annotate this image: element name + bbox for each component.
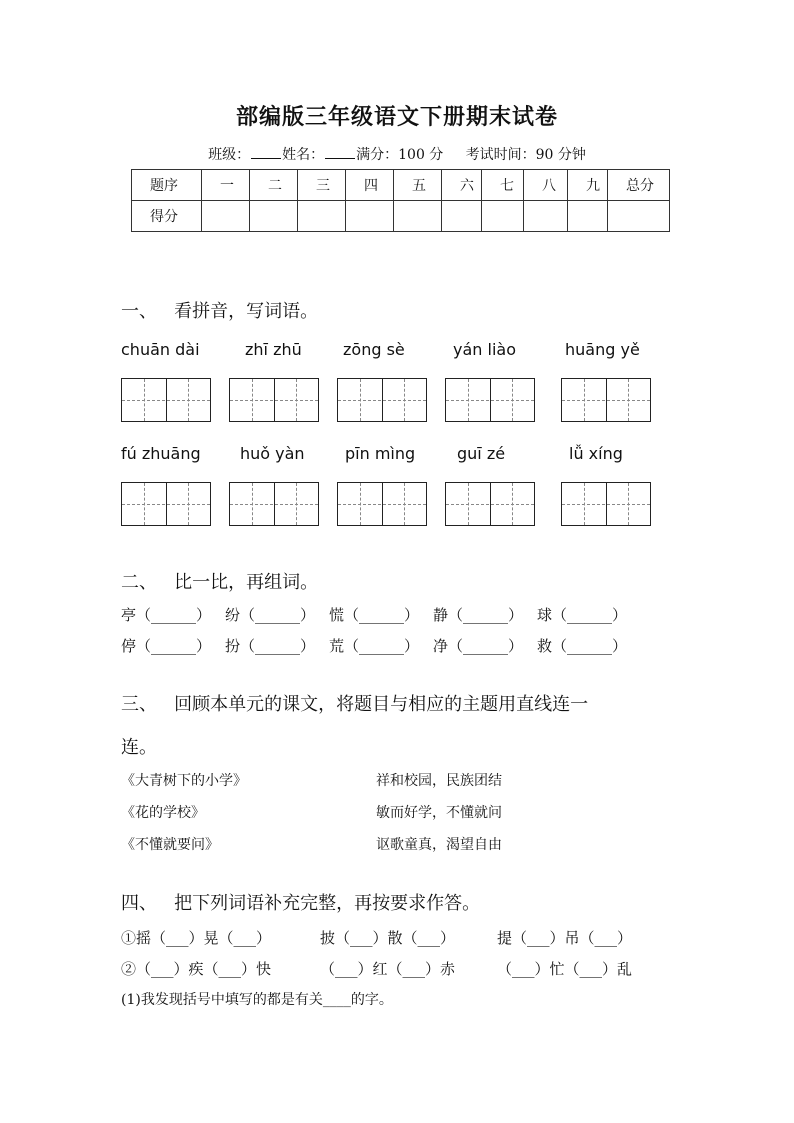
compare-item[interactable]: 净（______）: [433, 637, 524, 655]
section-title: 把下列词语补充完整，再按要求作答。: [174, 893, 481, 914]
row-label: 得分: [132, 201, 202, 232]
pinyin: guī zé: [457, 444, 506, 463]
compare-item[interactable]: 纷（______）: [225, 606, 316, 624]
header-cell: 四: [346, 170, 394, 201]
section-4-heading: [121, 889, 480, 915]
exam-info: [0, 144, 794, 164]
writing-grid[interactable]: [445, 378, 535, 422]
section-2-heading: [121, 568, 318, 594]
lesson-title[interactable]: 《不懂就要问》: [121, 837, 219, 853]
class-label: 班级：: [208, 147, 251, 163]
header-cell: 五: [394, 170, 442, 201]
idiom-item[interactable]: 提（___）吊（___）: [497, 929, 633, 947]
pinyin: yán liào: [453, 340, 516, 359]
header-cell: 二: [250, 170, 298, 201]
section-title: 看拼音，写词语。: [174, 301, 319, 322]
pinyin: chuān dài: [121, 340, 200, 359]
pinyin: huāng yě: [565, 340, 640, 359]
lesson-theme[interactable]: 讴歌童真，渴望自由: [376, 837, 502, 853]
section-title: 比一比，再组词。: [174, 572, 319, 593]
compare-item[interactable]: 停（______）: [121, 637, 212, 655]
idiom-item[interactable]: ①摇（___）晃（___）: [121, 929, 272, 947]
header-cell: 七: [482, 170, 524, 201]
writing-grid[interactable]: [229, 482, 319, 526]
pinyin: zhī zhū: [245, 340, 302, 359]
header-cell: 六: [442, 170, 482, 201]
header-cell: 三: [298, 170, 346, 201]
pinyin: pīn mìng: [345, 444, 416, 463]
lesson-theme[interactable]: 祥和校园，民族团结: [376, 773, 502, 789]
score-table-score-row: [132, 201, 670, 232]
section-3-heading-continued: 连。: [121, 737, 157, 758]
score-cell[interactable]: [442, 201, 482, 232]
writing-grid[interactable]: [337, 482, 427, 526]
score-cell[interactable]: [608, 201, 670, 232]
score-cell[interactable]: [250, 201, 298, 232]
section-number: 一、: [121, 301, 157, 322]
pinyin: huǒ yàn: [240, 444, 305, 463]
lesson-title[interactable]: 《花的学校》: [121, 805, 205, 821]
writing-grid[interactable]: [121, 482, 211, 526]
class-blank[interactable]: [251, 146, 281, 159]
compare-item[interactable]: 静（______）: [433, 606, 524, 624]
writing-grid[interactable]: [121, 378, 211, 422]
compare-item[interactable]: 扮（______）: [225, 637, 316, 655]
pinyin: zōng sè: [343, 340, 405, 359]
section-1-heading: [121, 297, 318, 323]
score-table-header-row: [132, 170, 670, 201]
writing-grid[interactable]: [561, 378, 651, 422]
compare-item[interactable]: 慌（______）: [329, 606, 420, 624]
score-cell[interactable]: [394, 201, 442, 232]
header-cell: 一: [202, 170, 250, 201]
score-cell[interactable]: [346, 201, 394, 232]
writing-grid[interactable]: [561, 482, 651, 526]
score-cell[interactable]: [202, 201, 250, 232]
writing-grid[interactable]: [229, 378, 319, 422]
writing-grid[interactable]: [445, 482, 535, 526]
section-number: 二、: [121, 572, 157, 593]
compare-item[interactable]: 亭（______）: [121, 606, 212, 624]
section-title: 回顾本单元的课文，将题目与相应的主题用直线连一: [174, 694, 589, 715]
section-3-heading: [121, 690, 588, 716]
page-title: 部编版三年级语文下册期末试卷: [235, 104, 558, 130]
score-cell[interactable]: [524, 201, 568, 232]
score-cell[interactable]: [298, 201, 346, 232]
score-cell[interactable]: [568, 201, 608, 232]
writing-grid[interactable]: [337, 378, 427, 422]
header-cell: 九: [568, 170, 608, 201]
exam-time: 考试时间：90 分钟: [465, 147, 586, 163]
compare-item[interactable]: 荒（______）: [329, 637, 420, 655]
section-number: 三、: [121, 694, 157, 715]
lesson-title[interactable]: 《大青树下的小学》: [121, 773, 247, 789]
pinyin: fú zhuāng: [121, 444, 201, 463]
score-cell[interactable]: [482, 201, 524, 232]
score-table: [131, 169, 670, 232]
section-number: 四、: [121, 893, 157, 914]
compare-item[interactable]: 球（______）: [537, 606, 628, 624]
header-cell: 总分: [608, 170, 670, 201]
question-1[interactable]: (1)我发现括号中填写的都是有关____的字。: [121, 992, 393, 1008]
idiom-item[interactable]: 披（___）散（___）: [320, 929, 456, 947]
idiom-item[interactable]: （___）忙（___）乱: [497, 960, 633, 978]
idiom-item[interactable]: ②（___）疾（___）快: [121, 960, 272, 978]
idiom-item[interactable]: （___）红（___）赤: [320, 960, 456, 978]
header-cell: 八: [524, 170, 568, 201]
compare-item[interactable]: 救（______）: [537, 637, 628, 655]
pinyin: lǚ xíng: [569, 444, 623, 463]
name-blank[interactable]: [325, 146, 355, 159]
header-cell: 题序: [132, 170, 202, 201]
full-score: 满分：100 分: [356, 147, 444, 163]
lesson-theme[interactable]: 敏而好学，不懂就问: [376, 805, 502, 821]
name-label: 姓名：: [282, 147, 325, 163]
